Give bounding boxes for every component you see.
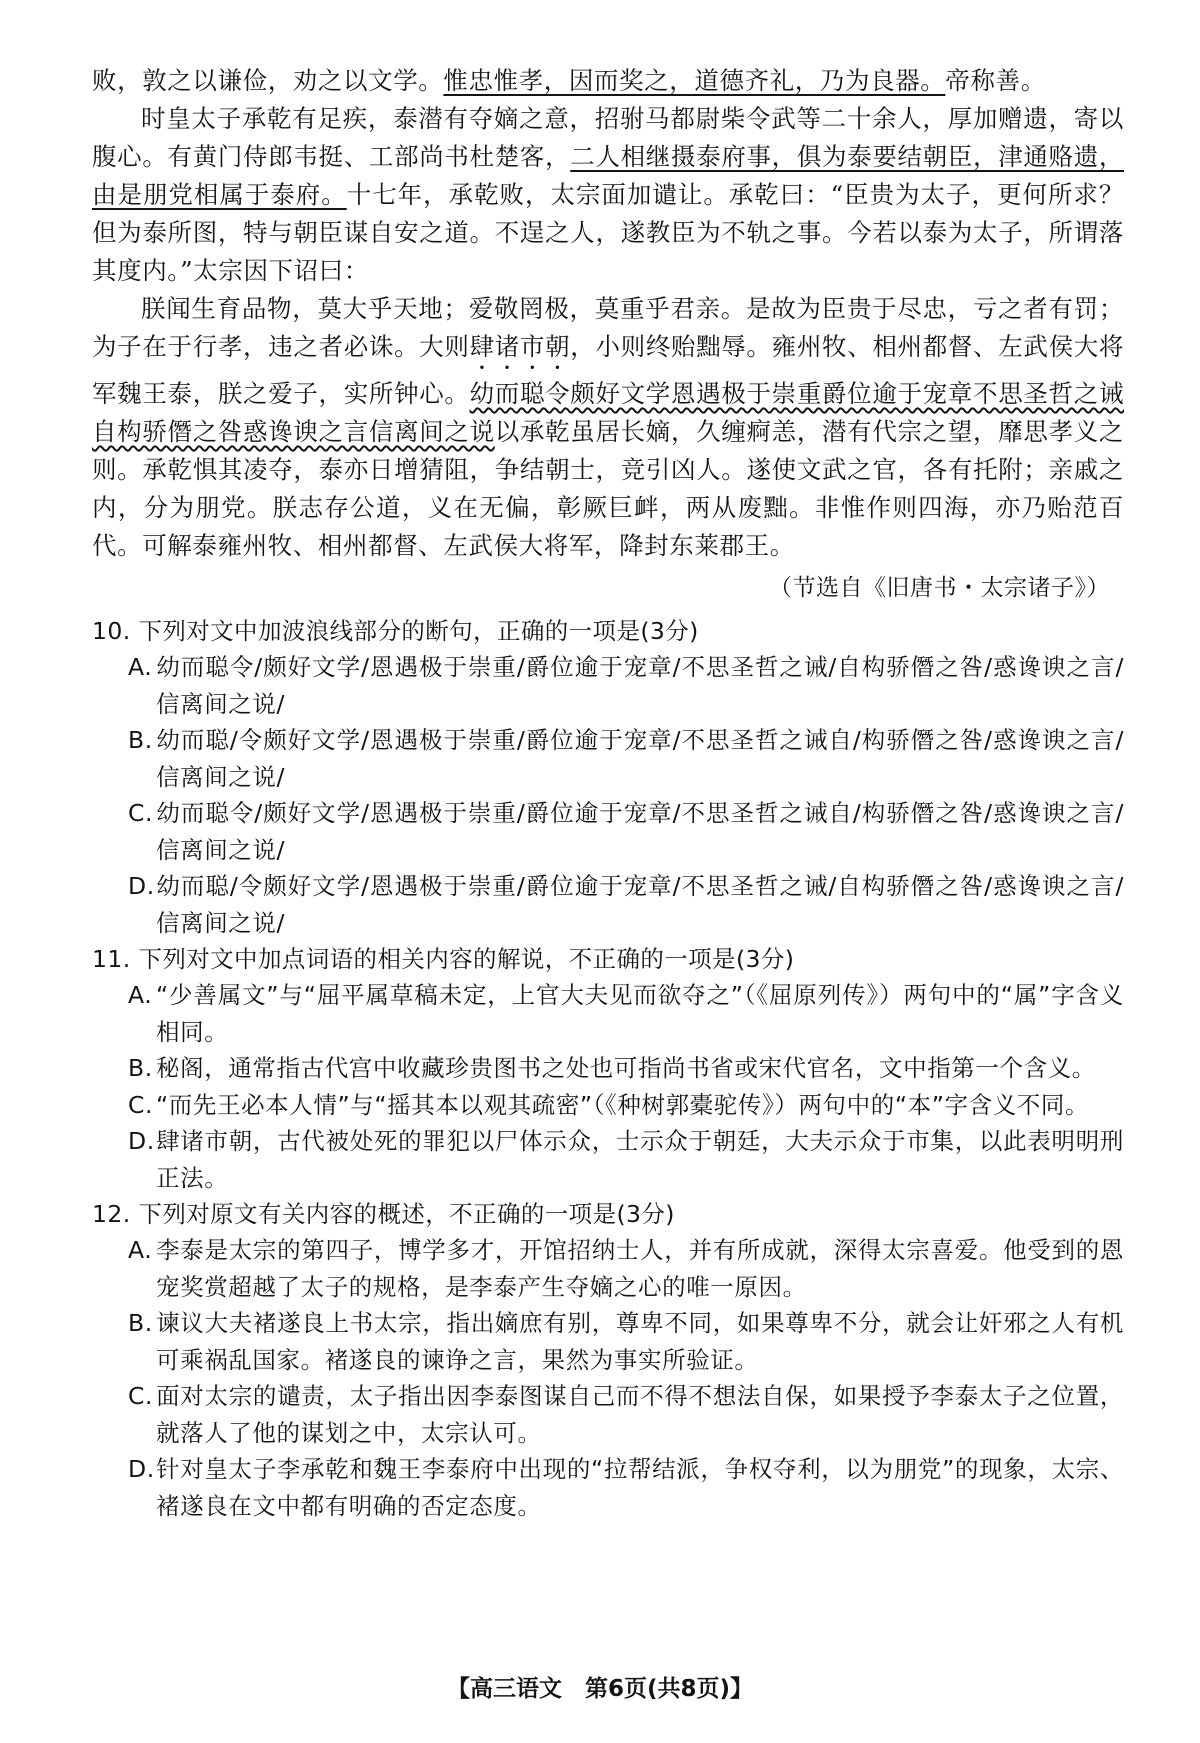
page-footer: 【高三语文 第6页(共8页)】 xyxy=(446,1676,754,1702)
passage-text: 败，敦之以谦俭，劝之以文学。 xyxy=(92,66,444,95)
option-a xyxy=(92,1232,1124,1305)
question-list xyxy=(92,613,1124,1524)
passage-text: 时皇太子承乾有足疾，泰潜有夺嫡之意，招驸马都尉柴令武等二十余人，厚加赠遗，寄以腹心。有黄门侍郎韦挺、工部尚书杜楚客， xyxy=(92,104,1124,171)
question-11 xyxy=(92,941,1124,1196)
option-c xyxy=(92,1087,1124,1124)
option-text: 谏议大夫褚遂良上书太宗，指出嫡庶有别，尊卑不同，如果尊卑不分，就会让奸邪之人有机可乘祸乱国家。褚遂良的谏诤之言，果然为事实所验证。 xyxy=(156,1309,1124,1374)
question-stem: 11. 下列对文中加点词语的相关内容的解说，不正确的一项是(3分) xyxy=(92,945,795,973)
option-text: 秘阁，通常指古代宫中收藏珍贵图书之处也可指尚书省或宋代官名，文中指第一个含义。 xyxy=(156,1054,1096,1082)
option-c xyxy=(92,795,1124,868)
passage-paragraph-2 xyxy=(92,290,1124,565)
question-stem: 12. 下列对原文有关内容的概述，不正确的一项是(3分) xyxy=(92,1200,675,1228)
option-text: “而先王必本人情”与“摇其本以观其疏密”（《种树郭橐驼传》）两句中的“本”字含义不同。 xyxy=(156,1090,1090,1119)
option-d xyxy=(92,1123,1124,1196)
option-letter: B. xyxy=(128,726,153,754)
question-12 xyxy=(92,1196,1124,1524)
option-d xyxy=(92,868,1124,941)
option-letter: D. xyxy=(128,1455,155,1483)
option-letter: D. xyxy=(128,872,155,900)
passage-text: ，小则终贻黜辱。雍州牧、相州都督、左武侯大将军魏王泰，朕之爱子，实所钟心。 xyxy=(92,332,1125,408)
option-letter: C. xyxy=(128,1382,154,1410)
option-d xyxy=(92,1451,1124,1524)
option-b xyxy=(92,1050,1124,1087)
wavy-underlined-passage: 幼而聪令颇好文学恩遇极于崇重爵位逾于宠章不思圣哲之诫自构骄僭之咎惑谗谀之言信离间之说 xyxy=(92,379,1124,446)
passage-text: 帝称善。 xyxy=(945,66,1046,95)
option-b xyxy=(92,1305,1124,1378)
option-letter: A. xyxy=(128,653,153,681)
question-10 xyxy=(92,613,1124,941)
option-a xyxy=(92,649,1124,722)
passage-text: 十七年，承乾败，太宗面加谴让。承乾曰：“臣贵为太子，更何所求？但为泰所图，特与朝臣谋自安之道。不逞之人，遂教臣为不轨之事。今若以泰为太子，所谓落其度内。”太宗因下诏曰： xyxy=(92,180,1124,285)
option-text: 幼而聪令/颇好文学/恩遇极于崇重/爵位逾于宠章/不思圣哲之诫自/构骄僭之咎/惑谗谀之言/信离间之说/ xyxy=(156,799,1124,864)
option-letter: A. xyxy=(128,1236,153,1264)
passage-paragraph-1 xyxy=(92,100,1124,290)
dotted-phrase: 肆诸市朝 xyxy=(469,332,571,361)
option-letter: B. xyxy=(128,1054,153,1082)
option-text: 幼而聪令/颇好文学/恩遇极于崇重/爵位逾于宠章/不思圣哲之诫/自构骄僭之咎/惑谗谀之言/信离间之说/ xyxy=(156,653,1124,718)
option-c xyxy=(92,1378,1124,1451)
passage-source: （节选自《旧唐书・太宗诸子》） xyxy=(769,575,1110,601)
question-stem: 10. 下列对文中加波浪线部分的断句，正确的一项是(3分) xyxy=(92,617,699,645)
option-text: 幼而聪/令颇好文学/恩遇极于崇重/爵位逾于宠章/不思圣哲之诫自/构骄僭之咎/惑谗谀之言/信离间之说/ xyxy=(156,726,1124,791)
option-letter: B. xyxy=(128,1309,153,1337)
passage-text: 以承乾虽居长嫡，久缠痾恙，潜有代宗之望，靡思孝义之则。承乾惧其凌夺，泰亦日增猜阻，争结朝士，竞引凶人。遂使文武之官，各有托附；亲戚之内，分为朋党。朕志存公道，义在无偏，彰厥巨衅，两从废黜。非惟作则四海，亦乃贻范百代。可解泰雍州牧、相州都督、左武侯大将军，降封东莱郡王。 xyxy=(92,417,1124,560)
option-b xyxy=(92,722,1124,795)
option-text: 面对太宗的谴责，太子指出因李泰图谋自己而不得不想法自保，如果授予李泰太子之位置，就落人了他的谋划之中，太宗认可。 xyxy=(156,1382,1124,1447)
passage-paragraph-0 xyxy=(92,62,1124,100)
option-text: 肆诸市朝，古代被处死的罪犯以尸体示众，士示众于朝廷，大夫示众于市集，以此表明明刑正法。 xyxy=(156,1127,1124,1192)
option-text: 针对皇太子李承乾和魏王李泰府中出现的“拉帮结派，争权夺利，以为朋党”的现象，太宗、褚遂良在文中都有明确的否定态度。 xyxy=(156,1455,1124,1520)
option-text: “少善属文”与“屈平属草稿未定，上官大夫见而欲夺之”（《屈原列传》）两句中的“属”字含义相同。 xyxy=(156,981,1124,1046)
option-letter: C. xyxy=(128,1090,154,1119)
passage-text: 朕闻生育品物，莫大乎天地；爱敬罔极，莫重乎君亲。是故为臣贵于尽忠，亏之者有罚；为子在于行孝，违之者必诛。大则 xyxy=(92,294,1124,361)
classical-passage xyxy=(92,62,1124,565)
option-letter: A. xyxy=(128,981,153,1009)
underlined-sentence: 二人相继摄泰府事，俱为泰要结朝臣，津通赂遗，由是朋党相属于泰府。 xyxy=(92,142,1124,209)
option-text: 幼而聪/令颇好文学/恩遇极于崇重/爵位逾于宠章/不思圣哲之诫/自构骄僭之咎/惑谗谀之言/信离间之说/ xyxy=(156,872,1124,937)
exam-page xyxy=(92,62,1124,1524)
option-letter: C. xyxy=(128,799,154,827)
option-a xyxy=(92,977,1124,1050)
underlined-sentence: 惟忠惟孝，因而奖之，道德齐礼，乃为良器。 xyxy=(443,66,946,95)
option-text: 李泰是太宗的第四子，博学多才，开馆招纳士人，并有所成就，深得太宗喜爱。他受到的恩宠奖赏超越了太子的规格，是李泰产生夺嫡之心的唯一原因。 xyxy=(156,1236,1124,1301)
option-letter: D. xyxy=(128,1127,155,1155)
